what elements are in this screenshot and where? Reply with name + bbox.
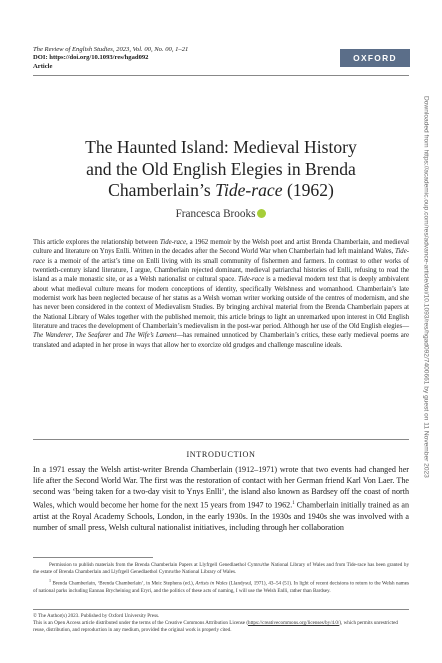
- footnote-divider: [33, 557, 153, 558]
- oxford-logo[interactable]: OXFORD: [340, 49, 410, 67]
- article-header: [33, 46, 333, 71]
- section-heading-introduction: INTRODUCTION: [186, 450, 256, 459]
- download-note: Downloaded from https://academic.oup.com/res/advance-article/doi/10.1093/res/hgad092/7400661 by guest on 11 November 2023: [422, 96, 430, 478]
- copyright-line: © The Author(s) 2023. Published by Oxford University Press.: [33, 613, 160, 619]
- journal-citation: The Review of English Studies, 2023, Vol. 00, No. 00, 1–21: [33, 46, 189, 53]
- footnote-ref-1[interactable]: 1: [292, 500, 295, 506]
- author-name[interactable]: Francesca Brooks: [175, 208, 256, 220]
- abstract-divider: [33, 439, 409, 440]
- title-line-3: Chamberlain’s Tide-race (1962): [108, 180, 334, 200]
- article-type: Article: [33, 62, 53, 70]
- download-sidebar: [418, 96, 432, 616]
- title-line-2: and the Old English Elegies in Brenda: [86, 158, 356, 179]
- author-line: [33, 208, 409, 220]
- license-link[interactable]: https://creativecommons.org/licenses/by/4.0/: [248, 620, 340, 627]
- copyright-block: [33, 613, 409, 635]
- footnotes: [33, 562, 409, 596]
- orcid-icon[interactable]: [257, 209, 266, 218]
- abstract: This article explores the relationship between Tide-race, a 1962 memoir by the Welsh poet and artist Brenda Chamberlain, and medieval culture and literature on Ynys Enlli. Written in the decades after the Second World War when Chamberlain had left mainland Wales, Tide-race is a memoir of the artist’s time on Enlli living with its small community of fishermen and farmers. In contrast to other works of twentieth-century island literature, I argue, Chamberlain rejected dominant, medieval patriarchal histories of Enlli, refusing to read the island as a male monastic site, or as a Welsh nationalist or cultural space. Tide-race is a medieval modern text that is deeply ambivalent about what medieval culture means for modern conceptions of identity, specifically Welshness and womanhood. Chamberlain’s late modernist work has been neglected because of her status as a Welsh woman writer working outside of the centres of modernism, and she has never been considered in the context of Medievalism Studies. By bringing archival material from the Brenda Chamberlain papers at the National Library of Wales together with the published memoir, this article brings to light an unremarked upon interest in Old English literature and traces the development of Chamberlain’s medievalism in the post-war period. Although her use of the Old English elegies—The Wanderer, The Seafarer and The Wife’s Lament—has remained unnoticed by Chamberlain’s critics, these early medieval poems are translated and adapted in her prose in ways that allow her to exorcize old grudges and challenge masculine ideals.: [33, 239, 410, 349]
- header-divider: [33, 75, 409, 76]
- title-line-1: The Haunted Island: Medieval History: [85, 137, 357, 157]
- permission-note: Permission to publish materials from the Brenda Chamberlain Papers at Llyfrgell Genedlaethol Cymru/the National Library of Wales and from Tide-race has been granted by the estate of Brenda Chamberlain and Llyfrgell Genedlaethol Cymru/the National Library of Wales.: [33, 562, 409, 576]
- copyright-divider: [33, 609, 409, 610]
- article-title: [33, 137, 409, 202]
- introduction-paragraph: In a 1971 essay the Welsh artist-writer Brenda Chamberlain (1912–1971) wrote that two events had changed her life after the Second World War. The first was the restoration of contact with her German friend Karl Von Laer. The second was ‘being taken for a two-day visit to Ynys Enlli’, the island also known as Bardsey off the coast of north Wales, which would become her home for the next 15 years from 1947 to 1962.$^1$ Chamberlain initially trained as an artist at the Royal Academy Schools, London, in the early 1930s. In the 1930s and 1940s she was involved with a number of small press, Welsh cultural nationalist initiatives, including through her collaboration: [33, 465, 410, 532]
- footnote-1: $^1$ Brenda Chamberlain, ‘Brenda Chamberlain’, in Meic Stephens (ed.), Artists in Wales (Llandysul, 1971), 43–54 (51). In light of recent decisions to return to the Welsh names of national parks including Eannau Brycheiniog and Eryri, and the politics of these acts of naming, I will use the Welsh Enlli, rather than Bardsey.: [33, 577, 410, 594]
- doi-link[interactable]: DOI: https://doi.org/10.1093/res/hgad092: [33, 54, 149, 62]
- license-text: This is an Open Access article distributed under the terms of the Creative Commons Attribution License (https://creativecommons.org/licenses/by/4.0/), which permits unrestricted reuse, distribution, and reproduction in any medium, provided the original work is properly cited.: [33, 620, 398, 634]
